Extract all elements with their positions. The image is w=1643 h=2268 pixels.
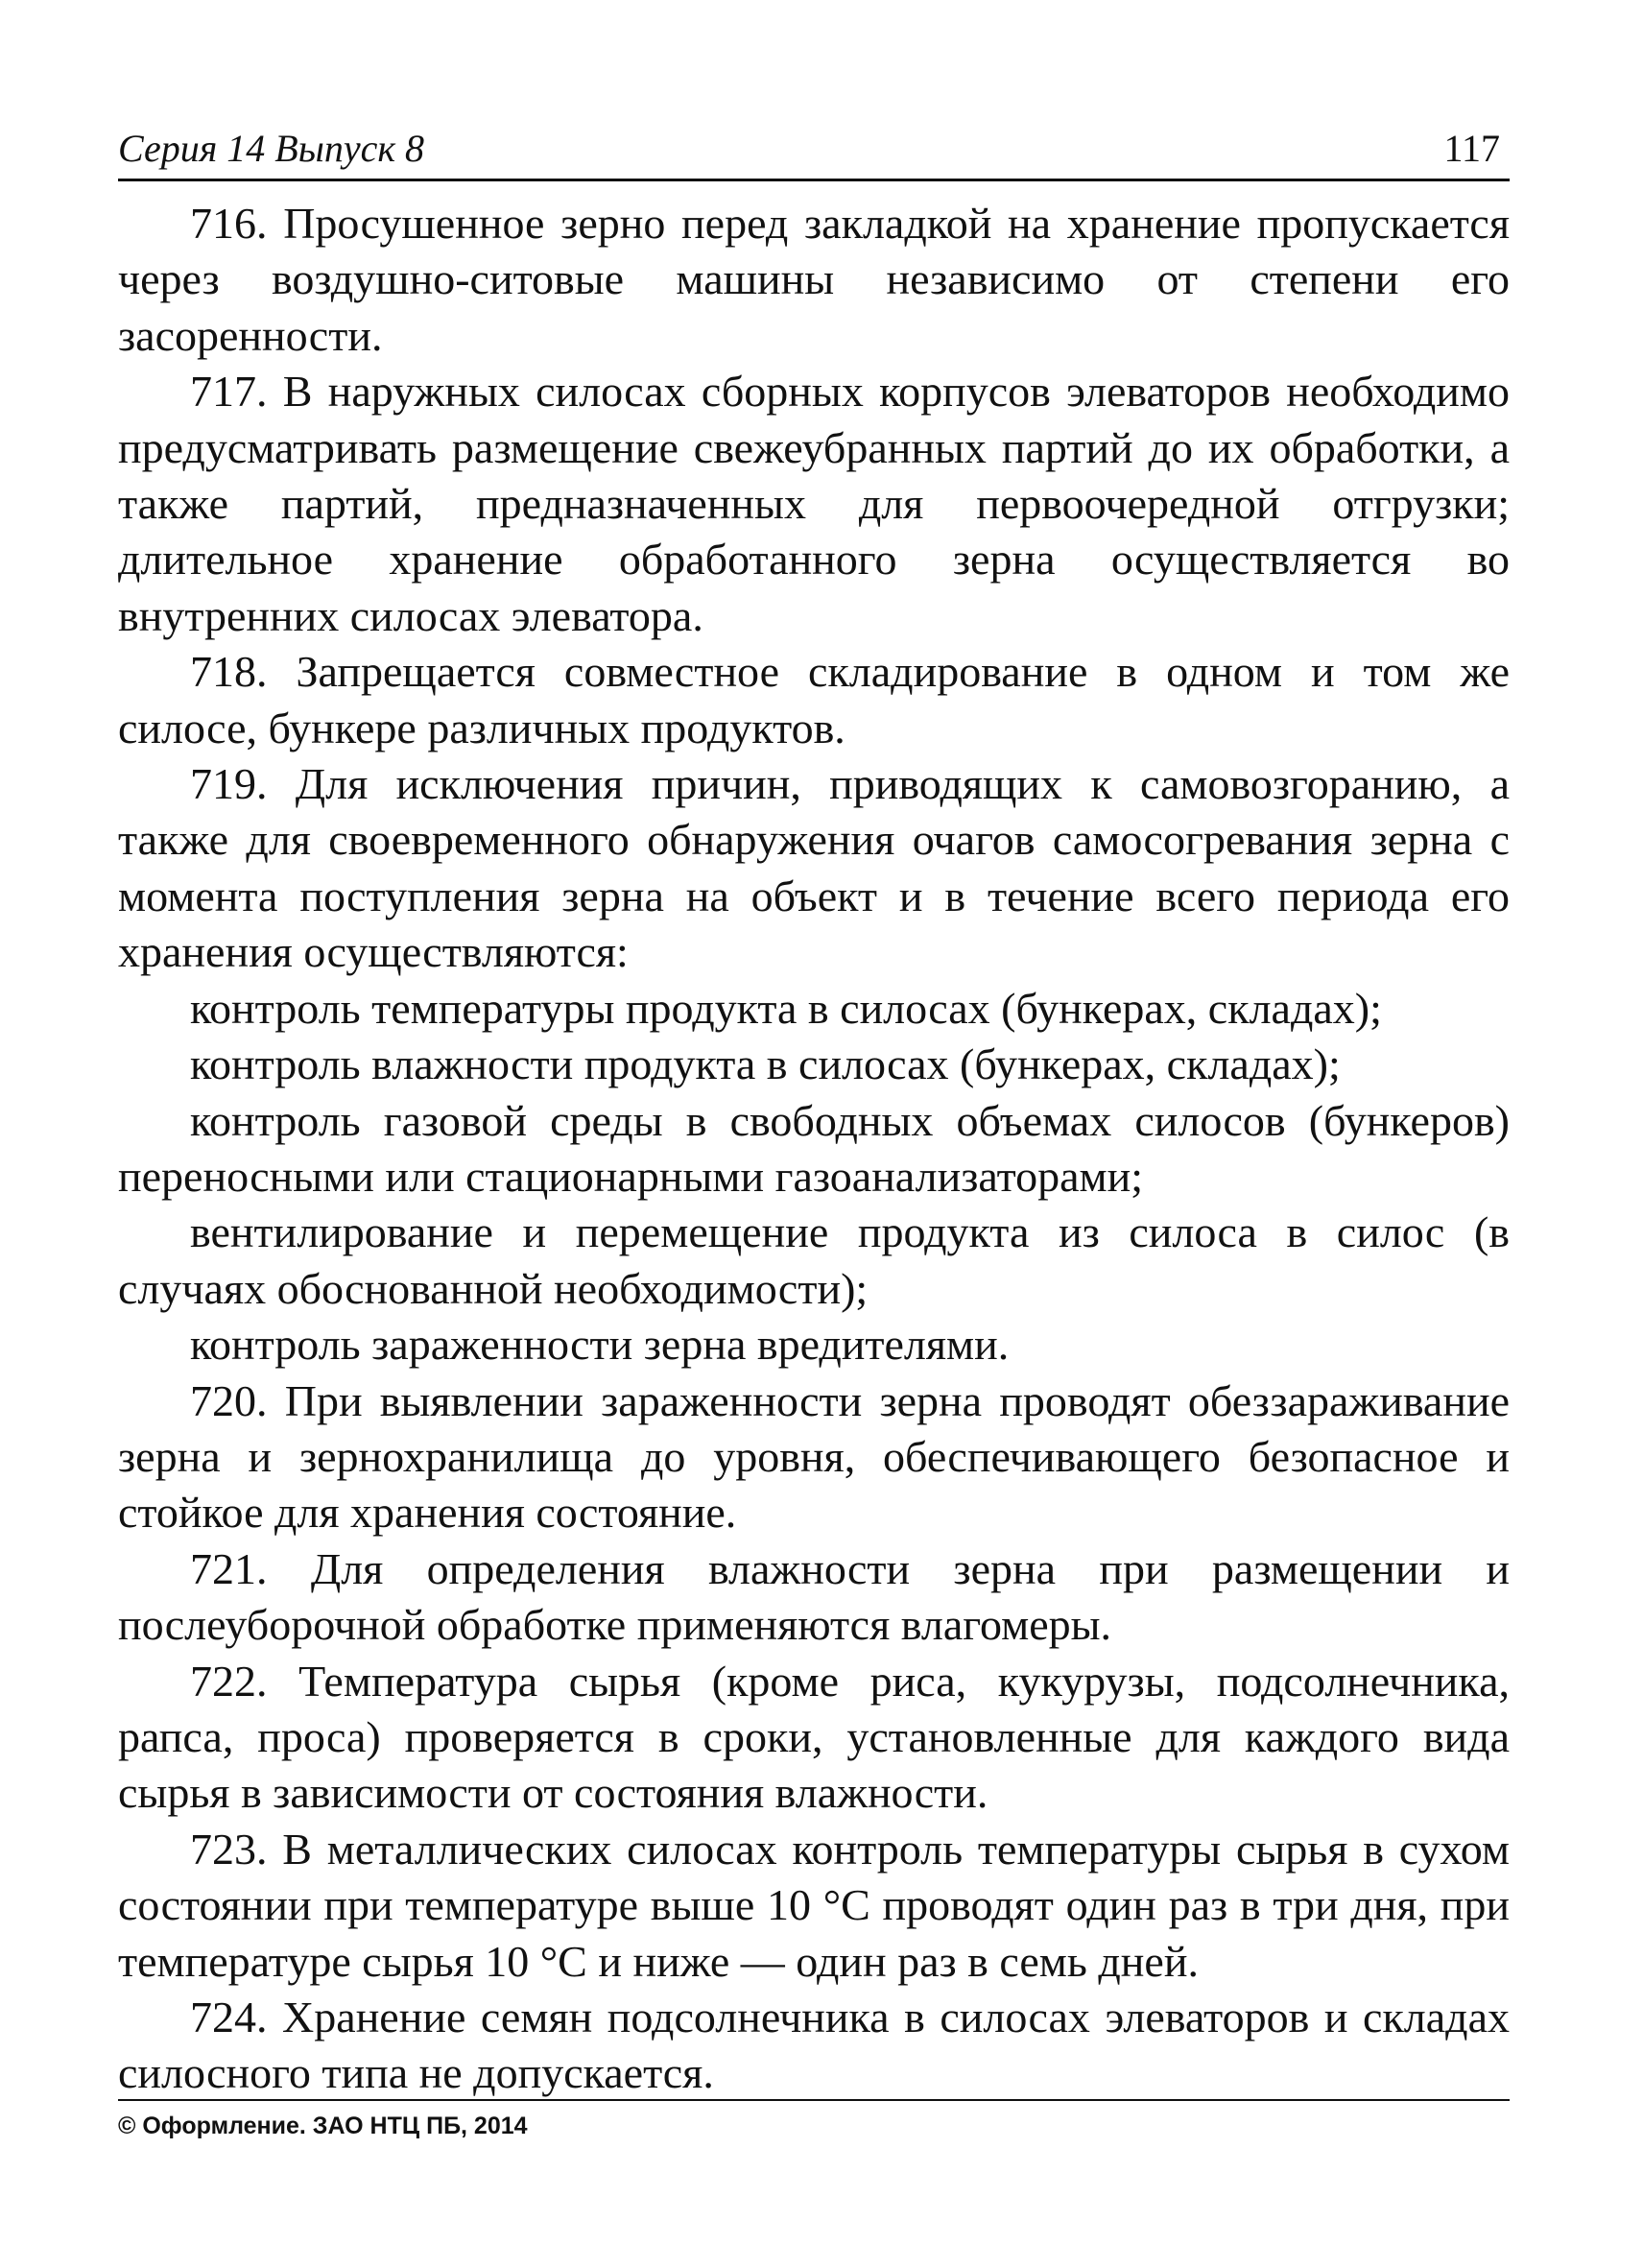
paragraph-722: 722. Температура сырья (кроме риса, кукурузы, подсолнечника, рапса, проса) проверяется в сроки, установленные для каждого вида сырья в зависимости от состояния влажности.	[118, 1656, 1510, 1818]
document-page	[118, 125, 1510, 2139]
paragraph-717: 717. В наружных силосах сборных корпусов элеваторов необходимо предусматривать размещение свежеубранных партий до их обработки, а также партий, предназначенных для первоочередной отгрузки; длительное хранение обработанного зерна осуществляется во внутренних силосах элеватора.	[118, 367, 1510, 640]
paragraph-716: 716. Просушенное зерно перед закладкой на хранение пропускается через воздушно-ситовые машины независимо от степени его засоренности.	[118, 199, 1510, 360]
paragraph-721: 721. Для определения влажности зерна при размещении и послеуборочной обработке применяются влагомеры.	[118, 1543, 1510, 1650]
list-item: контроль влажности продукта в силосах (бункерах, складах);	[190, 1039, 1341, 1089]
paragraph-723: 723. В металлических силосах контроль температуры сырья в сухом состоянии при температуре выше 10 °С проводят один раз в три дня, при температуре сырья 10 °С и ниже — один раз в семь дней.	[118, 1824, 1510, 1986]
header-divider	[118, 179, 1510, 181]
paragraph-718: 718. Запрещается совместное складирование в одном и том же силосе, бункере различных продуктов.	[118, 647, 1510, 752]
list-item: контроль зараженности зерна вредителями.	[190, 1320, 1010, 1370]
page-number: 117	[1443, 127, 1500, 170]
copyright-notice: © Оформление. ЗАО НТЦ ПБ, 2014	[118, 2113, 528, 2139]
running-header	[118, 125, 1510, 182]
paragraph-719: 719. Для исключения причин, приводящих к самовозгоранию, а также для своевременного обнаружения очагов самосогревания зерна с момента поступления зерна на объект и в течение всего периода его хранения осуществляются:	[118, 759, 1510, 977]
list-item: контроль температуры продукта в силосах (бункерах, складах);	[190, 983, 1382, 1033]
paragraph-724: 724. Хранение семян подсолнечника в силосах элеваторов и складах силосного типа не допускается.	[118, 1993, 1510, 2098]
document-body	[118, 196, 1510, 2102]
list-item: вентилирование и перемещение продукта из силоса в силос (в случаях обоснованной необходимости);	[118, 1207, 1510, 1313]
series-title: Серия 14 Выпуск 8	[118, 127, 425, 170]
footer-divider	[118, 2099, 1510, 2101]
paragraph-720: 720. При выявлении зараженности зерна проводят обеззараживание зерна и зернохранилища до уровня, обеспечивающего безопасное и стойкое для хранения состояние.	[118, 1375, 1510, 1538]
list-item: контроль газовой среды в свободных объемах силосов (бункеров) переносными или стационарными газоанализаторами;	[118, 1095, 1510, 1201]
